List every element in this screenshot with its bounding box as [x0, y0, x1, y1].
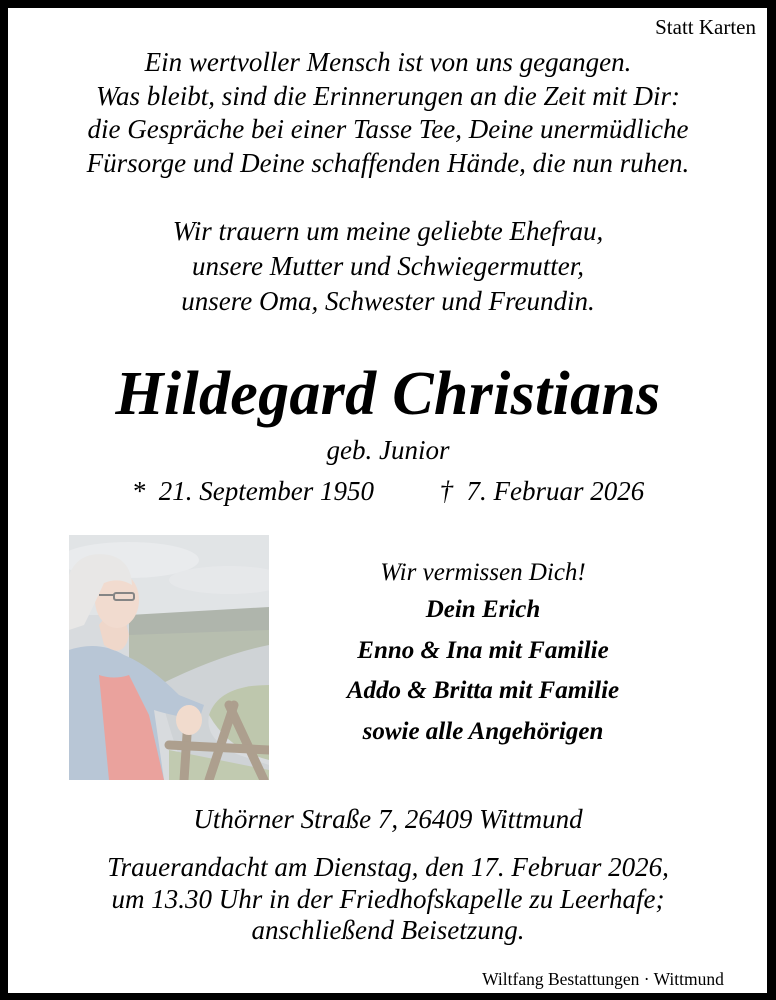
life-dates: [0, 474, 776, 508]
signer-line: Enno & Ina mit Familie: [357, 636, 609, 664]
intro-verse: [0, 46, 776, 180]
signers-lead: Wir vermissen Dich!: [380, 559, 586, 586]
deceased-name: Hildegard Christians: [115, 360, 661, 428]
portrait-photo-icon: [69, 535, 269, 780]
portrait-photo: [69, 535, 269, 780]
mourning-line: unsere Oma, Schwester und Freundin.: [181, 286, 595, 316]
maiden-name: geb. Junior: [326, 435, 450, 465]
signer-line: sowie alle Angehörigen: [362, 717, 604, 745]
signers-block: [288, 556, 678, 752]
intro-verse-line: Fürsorge und Deine schaffenden Hände, die nun ruhen.: [86, 147, 690, 178]
signer-line: Dein Erich: [425, 596, 541, 623]
birth-date: 21. September 1950: [158, 476, 374, 506]
mourning-text: [0, 214, 776, 319]
intro-verse-line: Was bleibt, sind die Erinnerungen an die Zeit mit Dir:: [96, 80, 680, 111]
death-date: 7. Februar 2026: [466, 476, 645, 506]
intro-verse-line: die Gespräche bei einer Tasse Tee, Deine unermüdliche: [87, 114, 689, 144]
service-info: [0, 852, 776, 947]
service-line: anschließend Beisetzung.: [251, 915, 525, 945]
mourning-line: Wir trauern um meine geliebte Ehefrau,: [172, 216, 604, 246]
service-line: Trauerandacht am Dienstag, den 17. Februar 2026,: [107, 852, 669, 882]
family-address: Uthörner Straße 7, 26409 Wittmund: [193, 804, 583, 834]
signer-line: Addo & Britta mit Familie: [346, 677, 620, 704]
birth-star-icon: *: [131, 476, 146, 506]
intro-verse-line: Ein wertvoller Mensch ist von uns gegangen.: [144, 47, 632, 77]
statt-karten-label: Statt Karten: [655, 15, 756, 39]
service-line: um 13.30 Uhr in der Friedhofskapelle zu Leerhafe;: [111, 883, 665, 914]
funeral-home-credit: Wiltfang Bestattungen · Wittmund: [441, 962, 765, 993]
death-cross-icon: †: [439, 476, 453, 506]
mourning-line: unsere Mutter und Schwiegermutter,: [192, 251, 584, 281]
